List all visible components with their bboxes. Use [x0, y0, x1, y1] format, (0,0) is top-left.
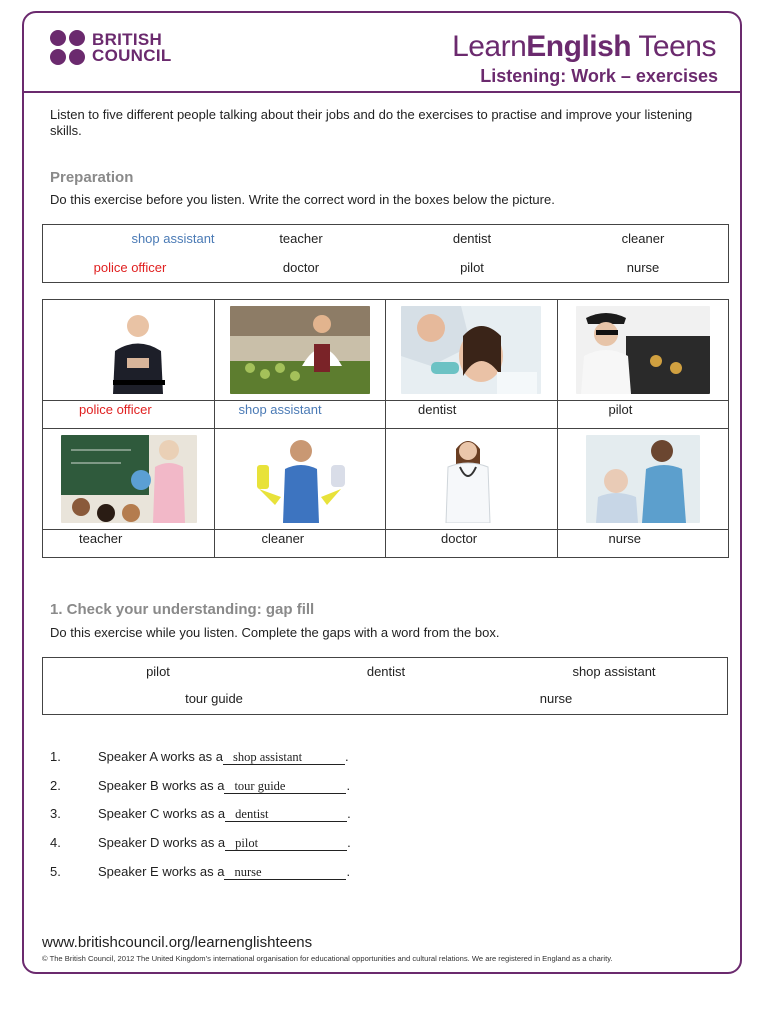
shop-assistant-photo — [230, 306, 370, 394]
picture-label-cell — [43, 401, 215, 429]
picture-cell — [43, 429, 215, 530]
picture-label-cell — [43, 530, 215, 558]
picture-label: pilot — [608, 402, 633, 417]
picture-label: doctor — [441, 531, 478, 546]
gap-fill-heading: 1. Check your understanding: gap fill — [50, 601, 315, 618]
picture-cell — [214, 300, 386, 401]
picture-label: dentist — [418, 402, 457, 417]
answer-blank[interactable]: tour guide — [224, 779, 346, 794]
footer-url[interactable]: www.britishcouncil.org/learnenglishteens — [42, 934, 313, 951]
picture-label: police officer — [79, 402, 152, 417]
word-box-item: pilot — [460, 260, 484, 275]
picture-label: nurse — [608, 531, 642, 546]
word-box-item: dentist — [366, 664, 406, 679]
cleaner-photo — [245, 435, 357, 523]
word-box-item: tour guide — [185, 691, 243, 706]
word-box-item: pilot — [146, 664, 170, 679]
dentist-photo — [401, 306, 541, 394]
british-council-logo — [50, 30, 172, 66]
word-box-item: shop assistant — [131, 231, 215, 246]
answer-blank[interactable]: shop assistant — [223, 750, 345, 765]
picture-cell — [386, 429, 558, 530]
preparation-heading: Preparation — [50, 169, 134, 186]
teacher-photo — [61, 435, 197, 523]
doctor-photo — [436, 435, 500, 523]
gap-fill-instruction: Do this exercise while you listen. Complete the gaps with a word from the box. — [50, 625, 500, 640]
picture-label: teacher — [79, 531, 123, 546]
answer-blank[interactable]: nurse — [224, 865, 346, 880]
picture-label-cell — [386, 401, 558, 429]
answer-blank[interactable]: pilot — [225, 836, 347, 851]
picture-cell — [386, 300, 558, 401]
word-box-item: doctor — [282, 260, 320, 275]
nurse-photo — [586, 435, 700, 523]
picture-label-cell — [557, 401, 729, 429]
picture-label-cell — [214, 401, 386, 429]
picture-cell — [214, 429, 386, 530]
picture-label: cleaner — [261, 531, 305, 546]
word-box-item: shop assistant — [572, 664, 656, 679]
intro-text: Listen to five different people talking about their jobs and do the exercises to practise and improve your listening skills. — [50, 107, 693, 138]
picture-cell — [43, 300, 215, 401]
header-divider — [22, 91, 742, 93]
word-box-item: dentist — [452, 231, 492, 246]
picture-label-cell — [214, 530, 386, 558]
picture-table — [42, 299, 729, 558]
word-box-item: teacher — [279, 231, 323, 246]
picture-cell — [557, 429, 729, 530]
learnenglish-teens-brand: LearnEnglish Teens — [452, 30, 716, 63]
logo-line2: COUNCIL — [92, 46, 172, 65]
preparation-instruction: Do this exercise before you listen. Write the correct word in the boxes below the picture. — [50, 192, 555, 207]
page-title: Listening: Work – exercises — [480, 66, 718, 86]
word-box-item: police officer — [93, 260, 167, 275]
logo-dots-icon — [50, 30, 86, 66]
footer-copyright: © The British Council, 2012 The United Kingdom’s international organisation for educational opportunities and cultural relations. We are registered in England as a charity. — [42, 954, 613, 963]
picture-cell — [557, 300, 729, 401]
logo-line1: BRITISH — [92, 30, 163, 49]
picture-label: shop assistant — [238, 402, 322, 417]
word-box-item: nurse — [539, 691, 573, 706]
picture-label-cell — [386, 530, 558, 558]
preparation-word-box — [42, 224, 729, 283]
picture-label-cell — [557, 530, 729, 558]
pilot-photo — [576, 306, 710, 394]
word-box-item: nurse — [626, 260, 660, 275]
word-box-item: cleaner — [621, 231, 665, 246]
gap-fill-word-box — [42, 657, 728, 715]
answer-blank[interactable]: dentist — [225, 807, 347, 822]
police-officer-photo — [83, 306, 189, 394]
